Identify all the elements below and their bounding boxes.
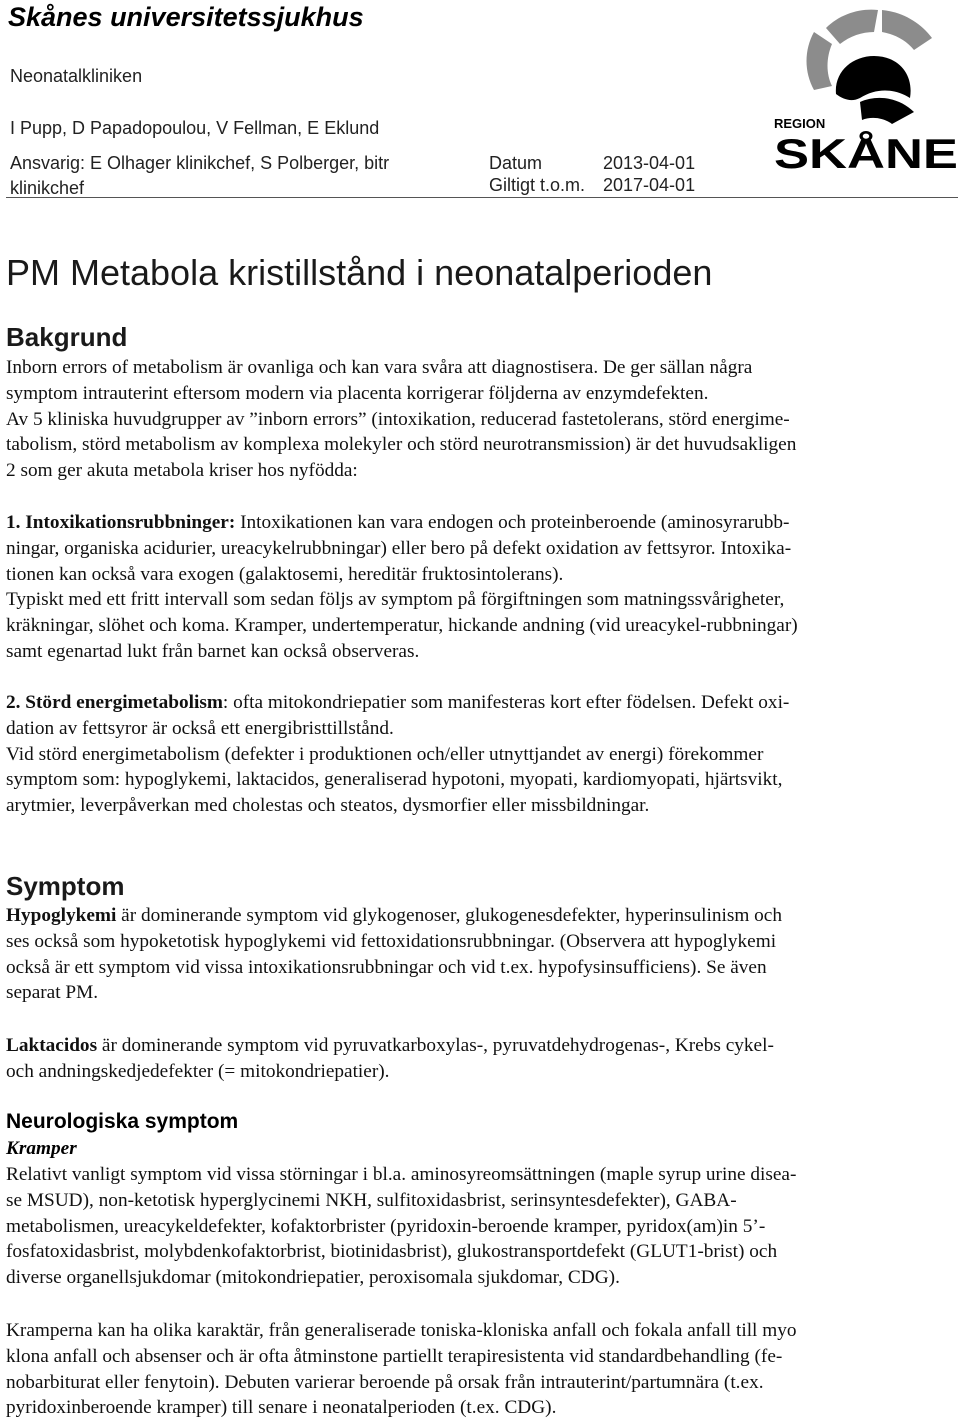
responsible-line-2: klinikchef	[10, 178, 85, 198]
laktacidos-paragraph	[6, 1033, 774, 1085]
text-line: metabolismen, ureacykeldefekter, kofaktorbrister (pyridoxin-beroende kramper, pyridox(am)in 5’-	[6, 1215, 766, 1237]
text-line: arytmier, leverpåverkan med cholestas och steatos, dysmorfier eller missbildningar.	[6, 795, 650, 817]
text-line: Inborn errors of metabolism är ovanliga och kan vara svåra att diagnostisera. De ger sällan några	[6, 357, 753, 378]
text-line: ningar, organiska acidurier, ureacykelrubbningar) eller bero på defekt oxidation av fettsyror. Intoxika-	[6, 537, 792, 559]
date-value: 2013-04-01	[603, 153, 696, 173]
group-1-paragraph	[6, 510, 798, 665]
group-1-lead: 1. Intoxikationsrubbninger:	[6, 512, 236, 533]
laktacidos-lead: Laktacidos	[6, 1035, 98, 1056]
hypoglykemi-lead: Hypoglykemi	[6, 905, 117, 926]
text-line: fosfatoxidasbrist, molybdenkofaktorbrist, biotinidasbrist), glukostransportdefekt (GLUT1-brist) och	[6, 1241, 778, 1263]
kramper-paragraph-1	[6, 1162, 796, 1291]
text-line: ses också som hypoketotisk hypoglykemi vid fettoxidationsrubbningar. (Observera att hypoglykemi	[6, 930, 777, 952]
subheading-kramper: Kramper	[6, 1138, 77, 1159]
hypoglykemi-paragraph	[6, 903, 782, 1006]
group-2-paragraph	[6, 690, 789, 819]
text-line: dation av fettsyror är också ett energibristtillstånd.	[6, 717, 394, 739]
text-line: också är ett symptom vid vissa intoxikationsrubbningar och vid t.ex. hypofysinsufficiens). Se även	[6, 956, 767, 978]
region-skane-logo	[774, 2, 960, 176]
section-heading-neurologiska: Neurologiska symptom	[6, 1110, 239, 1133]
griffin-icon	[774, 2, 960, 176]
group-2-lead: 2. Störd energimetabolism	[6, 692, 223, 713]
header-rule	[6, 197, 958, 198]
text-line: tionen kan också vara exogen (galaktosemi, hereditär fruktosintolerans).	[6, 563, 564, 585]
text-line: Kramperna kan ha olika karaktär, från generaliserade toniska-kloniska anfall och fokala anfall till myo	[6, 1320, 797, 1341]
date-label: Datum	[489, 153, 543, 173]
clinic-name: Neonatalkliniken	[10, 66, 143, 86]
bakgrund-paragraph	[6, 355, 796, 484]
svg-text:SKÅNE: SKÅNE	[774, 130, 958, 176]
text-line: och andningskedjedefekter (= mitokondriepatier).	[6, 1060, 390, 1082]
text-line: 2 som ger akuta metabola kriser hos nyfödda:	[6, 460, 358, 482]
text-line: tabolism, störd metabolism av komplexa molekyler och störd neurotransmission) är det huvudsakligen	[6, 434, 797, 456]
valid-value: 2017-04-01	[603, 175, 696, 195]
text-line: Intoxikationen kan vara endogen och proteinberoende (aminosyrarubb-	[235, 512, 790, 533]
text-line: Av 5 kliniska huvudgrupper av ”inborn errors” (intoxikation, reducerad fastetolerans, störd energime-	[6, 408, 790, 430]
responsible-line-1: Ansvarig: E Olhager klinikchef, S Polberger, bitr	[10, 153, 390, 173]
section-heading-bakgrund: Bakgrund	[6, 322, 128, 352]
text-line: nobarbiturat eller fenytoin). Debuten varierar beroende på orsak från intrauterint/partumnära (t.ex.	[6, 1371, 764, 1393]
svg-text:REGION: REGION	[774, 116, 826, 131]
text-line: samt egenartad lukt från barnet kan också observeras.	[6, 640, 420, 662]
text-line: Vid störd energimetabolism (defekter i produktionen och/eller utnyttjandet av energi) förekommer	[6, 743, 764, 765]
authors: I Pupp, D Papadopoulou, V Fellman, E Eklund	[10, 118, 380, 138]
text-line: symptom intrauterint eftersom modern via placenta korrigerar följderna av enzymdefekten.	[6, 382, 709, 404]
text-line: är dominerande symptom vid pyruvatkarboxylas-, pyruvatdehydrogenas-, Krebs cykel-	[97, 1035, 774, 1056]
text-line: : ofta mitokondriepatier som manifesteras kort efter födelsen. Defekt oxi-	[222, 692, 790, 713]
text-line: klona anfall och absenser och är ofta åtminstone partiellt terapiresistenta vid standardbehandling (fe-	[6, 1345, 783, 1367]
text-line: är dominerande symptom vid glykogenoser, glukogenesdefekter, hyperinsulinism och	[116, 905, 782, 926]
text-line: diverse organellsjukdomar (mitokondriepatier, peroxisomala sjukdomar, CDG).	[6, 1267, 620, 1289]
section-heading-symptom: Symptom	[6, 871, 125, 901]
hospital-name: Skånes universitetssjukhus	[8, 2, 364, 32]
text-line: Relativt vanligt symptom vid vissa störningar i bl.a. aminosyreomsättningen (maple syrup urine disea-	[6, 1164, 797, 1185]
text-line: Typiskt med ett fritt intervall som sedan följs av symptom på förgiftningen som matningssvårigheter,	[6, 589, 785, 611]
text-line: pyridoxinberoende kramper) till senare i neonatalperioden (t.ex. CDG).	[6, 1397, 557, 1419]
valid-label: Giltigt t.o.m.	[489, 175, 586, 195]
text-line: separat PM.	[6, 982, 99, 1004]
text-line: kräkningar, slöhet och koma. Kramper, undertemperatur, hickande andning (vid ureacykel-rubbningar)	[6, 615, 798, 637]
kramper-paragraph-2	[6, 1318, 797, 1421]
text-line: se MSUD), non-ketotisk hyperglycinemi NKH, sulfitoxidasbrist, serinsyntesdefekter), GABA-	[6, 1189, 737, 1211]
text-line: symptom som: hypoglykemi, laktacidos, generaliserad hypotoni, myopati, kardiomyopati, hjärtsvikt,	[6, 769, 783, 791]
page-title: PM Metabola kristillstånd i neonatalperioden	[6, 252, 713, 293]
